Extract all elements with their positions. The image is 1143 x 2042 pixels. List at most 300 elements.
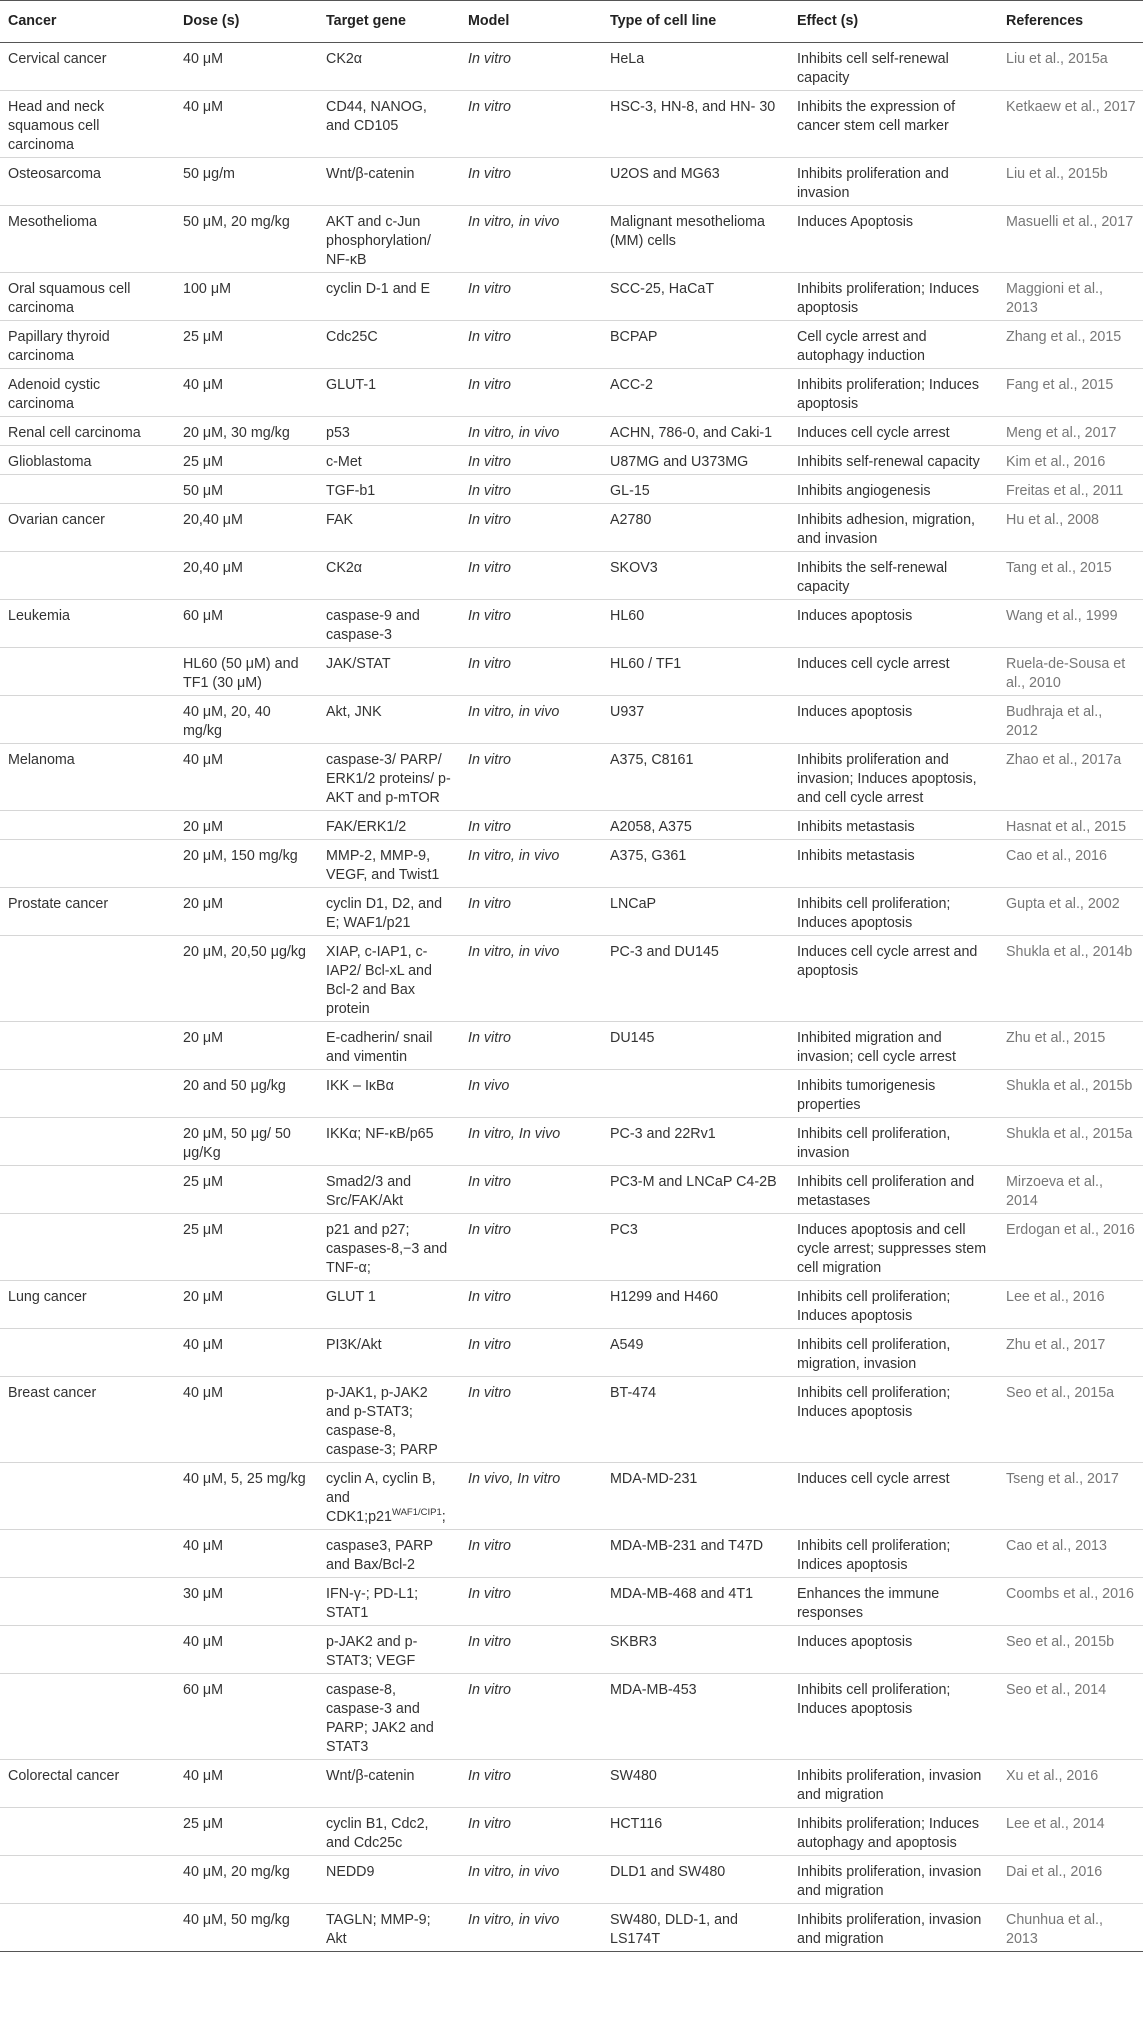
table-row [0,811,1143,840]
cell-effect-text: Induces apoptosis [797,704,913,720]
cell-cell-line [602,1214,789,1281]
cell-target-gene-text: CK2α [326,51,363,67]
table-row [0,1166,1143,1214]
cell-cell-line [602,1022,789,1070]
cell-dose [175,1463,318,1530]
cell-reference [998,696,1143,744]
cell-model-text: In vitro [468,656,511,672]
cell-effect [789,1856,998,1904]
cell-model [460,273,602,321]
cell-cancer-text: Glioblastoma [8,454,92,470]
cell-cancer-text: Mesothelioma [8,214,97,230]
cell-target-gene-text: p-JAK1, p-JAK2 and p-STAT3; caspase-8, caspase-3; PARP [326,1385,438,1458]
cell-target-gene [318,811,460,840]
cell-effect [789,1022,998,1070]
cell-reference-text: Hasnat et al., 2015 [1006,819,1127,835]
cell-cell-line-text: MDA-MD-231 [610,1471,698,1487]
cell-cell-line-text: ACC-2 [610,377,653,393]
cell-target-gene [318,158,460,206]
cell-dose [175,1530,318,1578]
cell-target-gene-text: NEDD9 [326,1864,375,1880]
cell-model-text: In vitro, in vivo [468,214,560,230]
header-cancer: Cancer [0,1,175,43]
cell-effect-text: Inhibits cell proliferation and metastases [797,1174,975,1209]
cell-effect-text: Inhibits cell proliferation; Indices apoptosis [797,1538,951,1573]
cell-cancer [0,1578,175,1626]
cell-model-text: In vitro [468,1634,511,1650]
cell-model-text: In vitro [468,99,511,115]
cell-cell-line-text: HSC-3, HN-8, and HN- 30 [610,99,776,115]
cell-reference [998,1808,1143,1856]
cell-dose [175,1626,318,1674]
cell-target-gene-text: p53 [326,425,350,441]
cell-reference-text: Tseng et al., 2017 [1006,1471,1119,1487]
cell-cell-line [602,1808,789,1856]
cell-cancer-text: Renal cell carcinoma [8,425,141,441]
cell-model [460,1214,602,1281]
cell-model-text: In vitro [468,166,511,182]
cell-cancer [0,446,175,475]
cell-effect-text: Inhibits the expression of cancer stem cell marker [797,99,956,134]
table-row [0,446,1143,475]
cell-target-gene [318,91,460,158]
cell-effect [789,321,998,369]
table-row [0,273,1143,321]
cell-cell-line-text: ACHN, 786-0, and Caki-1 [610,425,773,441]
cell-target-gene-text: caspase-8, caspase-3 and PARP; JAK2 and STAT3 [326,1682,434,1755]
cell-cell-line [602,1626,789,1674]
cell-cell-line [602,1329,789,1377]
cell-target-gene-text: E-cadherin/ snail and vimentin [326,1030,433,1065]
cell-target-gene-text: Cdc25C [326,329,378,345]
cell-effect [789,1808,998,1856]
cell-cell-line [602,744,789,811]
cell-reference [998,1377,1143,1463]
cell-effect-text: Inhibits cell self-renewal capacity [797,51,949,86]
cell-effect [789,206,998,273]
cell-target-gene [318,1760,460,1808]
cell-target-gene [318,1578,460,1626]
cell-cancer-text: Colorectal cancer [8,1768,120,1784]
cell-cancer [0,600,175,648]
cell-cell-line [602,475,789,504]
cell-model-text: In vitro, in vivo [468,1912,560,1928]
cell-model [460,1808,602,1856]
cell-reference-text: Shukla et al., 2015a [1006,1126,1133,1142]
cell-dose [175,1578,318,1626]
cell-reference [998,1760,1143,1808]
cell-dose [175,1022,318,1070]
cell-reference-text: Cao et al., 2016 [1006,848,1107,864]
cell-model [460,446,602,475]
table-row [0,1022,1143,1070]
cell-reference [998,91,1143,158]
cell-dose-text: 100 μM [183,281,231,297]
cell-dose [175,1856,318,1904]
cell-dose-text: 25 μM [183,454,224,470]
cell-effect [789,1281,998,1329]
cell-cell-line-text: MDA-MB-468 and 4T1 [610,1586,754,1602]
cell-model [460,1329,602,1377]
cell-target-gene [318,744,460,811]
cell-target-gene [318,1214,460,1281]
cell-cancer-text: Leukemia [8,608,70,624]
cell-dose-text: 20 μM, 150 mg/kg [183,848,298,864]
cell-dose-text: 60 μM [183,608,224,624]
cell-effect [789,43,998,91]
cell-model-text: In vitro [468,896,511,912]
cell-model [460,811,602,840]
cell-dose-text: 20 μM, 20,50 μg/kg [183,944,306,960]
cell-cell-line [602,91,789,158]
header-model: Model [460,1,602,43]
cell-model [460,936,602,1022]
table-row [0,417,1143,446]
cell-model [460,1166,602,1214]
table-row [0,369,1143,417]
header-row [0,1,1143,43]
cell-effect-text: Induces cell cycle arrest [797,425,950,441]
cell-target-gene-text: XIAP, c-IAP1, c-IAP2/ Bcl-xL and Bcl-2 and Bax protein [326,944,432,1017]
cell-cell-line [602,936,789,1022]
table-row [0,1626,1143,1674]
cell-reference [998,1166,1143,1214]
cell-cell-line-text: HL60 / TF1 [610,656,682,672]
cell-model-text: In vitro [468,1586,511,1602]
cell-target-gene [318,1808,460,1856]
cell-dose-text: 50 μM, 20 mg/kg [183,214,290,230]
cell-model [460,1022,602,1070]
cell-target-gene-text: AKT and c-Jun phosphorylation/ NF-κB [326,214,431,268]
cell-effect [789,552,998,600]
cell-target-gene-text: p-JAK2 and p-STAT3; VEGF [326,1634,418,1669]
cell-target-gene-text: cyclin D1, D2, and E; WAF1/p21 [326,896,443,931]
cell-target-gene-text: TGF-b1 [326,483,376,499]
cell-target-gene-text: GLUT 1 [326,1289,376,1305]
cell-model [460,504,602,552]
cell-dose-text: 40 μM [183,752,224,768]
cell-reference [998,811,1143,840]
cell-target-gene [318,888,460,936]
cell-target-gene-text: CD44, NANOG, and CD105 [326,99,427,134]
cell-target-gene [318,552,460,600]
cell-reference [998,1904,1143,1952]
cell-model [460,1463,602,1530]
cell-cancer-text: Breast cancer [8,1385,97,1401]
cell-dose [175,1118,318,1166]
table-row [0,1463,1143,1530]
cell-effect [789,158,998,206]
cell-reference-text: Seo et al., 2015b [1006,1634,1115,1650]
cell-model-text: In vitro [468,1174,511,1190]
cell-target-gene-text: MMP-2, MMP-9, VEGF, and Twist1 [326,848,440,883]
cell-target-gene-text: Akt, JNK [326,704,382,720]
cell-cancer [0,811,175,840]
table-row [0,840,1143,888]
cell-reference [998,1022,1143,1070]
cell-cancer [0,648,175,696]
cell-effect [789,1760,998,1808]
cell-cell-line-text: PC3 [610,1222,638,1238]
cell-reference [998,417,1143,446]
cell-cell-line-text: U2OS and MG63 [610,166,720,182]
cell-model-text: In vitro [468,483,511,499]
cell-effect-text: Inhibits cell proliferation, migration, invasion [797,1337,951,1372]
cell-reference [998,475,1143,504]
cell-model-text: In vitro [468,1222,511,1238]
cell-cancer [0,417,175,446]
cell-cell-line-text: A2058, A375 [610,819,692,835]
cell-cell-line-text: LNCaP [610,896,657,912]
cell-target-gene [318,1904,460,1952]
cell-cancer [0,206,175,273]
cell-dose [175,888,318,936]
table-row [0,696,1143,744]
cell-dose [175,1904,318,1952]
cell-reference-text: Lee et al., 2014 [1006,1816,1105,1832]
cell-dose-text: 50 μM [183,483,224,499]
cell-cancer [0,369,175,417]
cell-cancer-text: Prostate cancer [8,896,109,912]
cell-model-text: In vitro [468,1289,511,1305]
cell-cancer-text: Head and neck squamous cell carcinoma [8,99,105,153]
cell-dose-text: 40 μM [183,1385,224,1401]
cell-cancer [0,475,175,504]
cell-cell-line [602,648,789,696]
cell-dose [175,744,318,811]
cell-cell-line-text: H1299 and H460 [610,1289,719,1305]
cell-model-text: In vitro [468,454,511,470]
cell-effect [789,744,998,811]
cell-effect [789,369,998,417]
cell-reference-text: Liu et al., 2015a [1006,51,1108,67]
cell-model-text: In vitro [468,1538,511,1554]
cell-cell-line-text: U937 [610,704,645,720]
cell-cancer [0,744,175,811]
table-header [0,1,1143,43]
table-row [0,158,1143,206]
cell-effect [789,600,998,648]
cell-reference-text: Meng et al., 2017 [1006,425,1117,441]
cell-dose [175,1760,318,1808]
cell-cancer-text: Osteosarcoma [8,166,101,182]
cell-model-text: In vitro [468,1337,511,1353]
cell-cell-line [602,1118,789,1166]
cell-cancer [0,1626,175,1674]
cell-cancer [0,1904,175,1952]
cell-model-text: In vitro [468,377,511,393]
cell-dose-text: 20 μM [183,819,224,835]
cell-model [460,417,602,446]
table-row [0,1808,1143,1856]
cell-reference-text: Ruela-de-Sousa et al., 2010 [1006,656,1126,691]
cell-cancer [0,43,175,91]
cell-target-gene [318,446,460,475]
cell-model-text: In vivo, In vitro [468,1471,561,1487]
cell-dose [175,417,318,446]
cell-target-gene-text: FAK [326,512,354,528]
table-row [0,1377,1143,1463]
cell-cell-line-text: BCPAP [610,329,658,345]
cell-cell-line-text: SKBR3 [610,1634,657,1650]
cell-target-gene-text: CK2α [326,560,363,576]
cell-model-text: In vitro [468,512,511,528]
cell-reference-text: Xu et al., 2016 [1006,1768,1099,1784]
cell-cell-line [602,1674,789,1760]
cell-reference-text: Coombs et al., 2016 [1006,1586,1134,1602]
cell-model-text: In vitro [468,281,511,297]
cell-target-gene-text: IFN-γ-; PD-L1; STAT1 [326,1586,419,1621]
cell-target-gene-text: Wnt/β-catenin [326,1768,415,1784]
cell-dose-text: 20 and 50 μg/kg [183,1078,286,1094]
cell-effect [789,1904,998,1952]
cell-effect-text: Inhibited migration and invasion; cell cycle arrest [797,1030,956,1065]
cell-target-gene-text: c-Met [326,454,362,470]
cell-model [460,888,602,936]
cell-effect-text: Induces cell cycle arrest and apoptosis [797,944,978,979]
cell-reference [998,1856,1143,1904]
cell-cell-line [602,1760,789,1808]
cell-cell-line-text: HCT116 [610,1816,663,1832]
table-row [0,936,1143,1022]
cell-target-gene [318,1377,460,1463]
cell-cancer [0,158,175,206]
cell-target-gene [318,840,460,888]
cell-cell-line-text: A2780 [610,512,652,528]
cell-cell-line [602,206,789,273]
cell-target-gene-text: TAGLN; MMP-9; Akt [326,1912,431,1947]
cell-target-gene [318,1070,460,1118]
cell-dose [175,1377,318,1463]
cell-reference [998,504,1143,552]
cell-model [460,552,602,600]
cell-cancer [0,1377,175,1463]
cell-dose-text: 40 μM, 5, 25 mg/kg [183,1471,306,1487]
cell-cancer-text: Adenoid cystic carcinoma [8,377,101,412]
cell-cancer [0,1530,175,1578]
cell-reference [998,744,1143,811]
cell-dose-text: 25 μM [183,1174,224,1190]
cell-effect [789,446,998,475]
cell-target-gene [318,1674,460,1760]
cell-cancer [0,321,175,369]
cell-effect [789,1530,998,1578]
cell-model-text: In vitro [468,752,511,768]
cell-cell-line-text: SW480 [610,1768,657,1784]
cell-reference [998,1070,1143,1118]
cell-dose [175,91,318,158]
cell-effect [789,696,998,744]
cell-target-gene-text: caspase-9 and caspase-3 [326,608,420,643]
cell-cancer [0,1214,175,1281]
cell-model-text: In vitro, in vivo [468,425,560,441]
cell-cancer [0,1118,175,1166]
cell-effect-text: Induces cell cycle arrest [797,1471,950,1487]
header-effects: Effect (s) [789,1,998,43]
cell-effect [789,475,998,504]
table-row [0,1674,1143,1760]
cell-cell-line-text: Malignant mesothelioma (MM) cells [610,214,765,249]
table-row [0,1118,1143,1166]
cell-dose-text: HL60 (50 μM) and TF1 (30 μM) [183,656,299,691]
cell-effect-text: Induces apoptosis [797,1634,913,1650]
cell-target-gene [318,475,460,504]
table-body [0,43,1143,1952]
cell-cancer-text: Cervical cancer [8,51,107,67]
cell-cell-line-text: A375, C8161 [610,752,694,768]
cell-model-text: In vitro, in vivo [468,704,560,720]
cell-reference [998,1463,1143,1530]
cell-dose [175,273,318,321]
cell-cancer [0,1166,175,1214]
cell-dose [175,158,318,206]
cell-reference [998,43,1143,91]
cell-dose-text: 40 μM [183,51,224,67]
cell-effect-text: Inhibits self-renewal capacity [797,454,980,470]
cell-target-gene-text: IKKα; NF-κB/p65 [326,1126,434,1142]
table-row [0,1856,1143,1904]
cell-target-gene [318,321,460,369]
cell-target-gene [318,504,460,552]
cell-cell-line [602,369,789,417]
cell-effect [789,1674,998,1760]
cell-model-text: In vitro, in vivo [468,1864,560,1880]
cell-reference [998,446,1143,475]
cell-reference-text: Liu et al., 2015b [1006,166,1108,182]
cell-cell-line [602,273,789,321]
cell-cancer [0,1329,175,1377]
cell-model-text: In vitro [468,1385,511,1401]
cell-cell-line-text: GL-15 [610,483,650,499]
table-row [0,1214,1143,1281]
cell-dose-text: 20,40 μM [183,512,243,528]
cell-effect-text: Induces cell cycle arrest [797,656,950,672]
cell-reference-text: Gupta et al., 2002 [1006,896,1120,912]
table-row [0,1760,1143,1808]
cell-reference [998,648,1143,696]
cell-reference-text: Mirzoeva et al., 2014 [1006,1174,1103,1209]
cell-effect-text: Inhibits proliferation; Induces apoptosis [797,377,979,412]
cell-effect-text: Inhibits cell proliferation; Induces apoptosis [797,1289,951,1324]
cell-dose [175,446,318,475]
cell-cell-line [602,417,789,446]
table-row [0,1281,1143,1329]
cell-cell-line [602,504,789,552]
cell-target-gene [318,43,460,91]
cell-cell-line-text: DU145 [610,1030,655,1046]
cell-effect [789,648,998,696]
cell-reference-text: Wang et al., 1999 [1006,608,1118,624]
cell-effect [789,273,998,321]
cell-dose-text: 40 μM [183,99,224,115]
cell-cell-line-text: PC3-M and LNCaP C4-2B [610,1174,777,1190]
cell-cell-line-text: MDA-MB-231 and T47D [610,1538,764,1554]
cell-model-text: In vitro [468,1682,511,1698]
cell-cancer [0,1022,175,1070]
table-row [0,321,1143,369]
cell-model [460,1070,602,1118]
cell-model [460,1578,602,1626]
cell-cancer [0,888,175,936]
cell-model [460,475,602,504]
cell-target-gene [318,1166,460,1214]
cell-cell-line-text: SCC-25, HaCaT [610,281,715,297]
cell-dose [175,696,318,744]
cell-cancer [0,273,175,321]
cell-effect-text: Inhibits proliferation and invasion [797,166,949,201]
cell-cancer [0,1281,175,1329]
cell-reference-text: Dai et al., 2016 [1006,1864,1103,1880]
